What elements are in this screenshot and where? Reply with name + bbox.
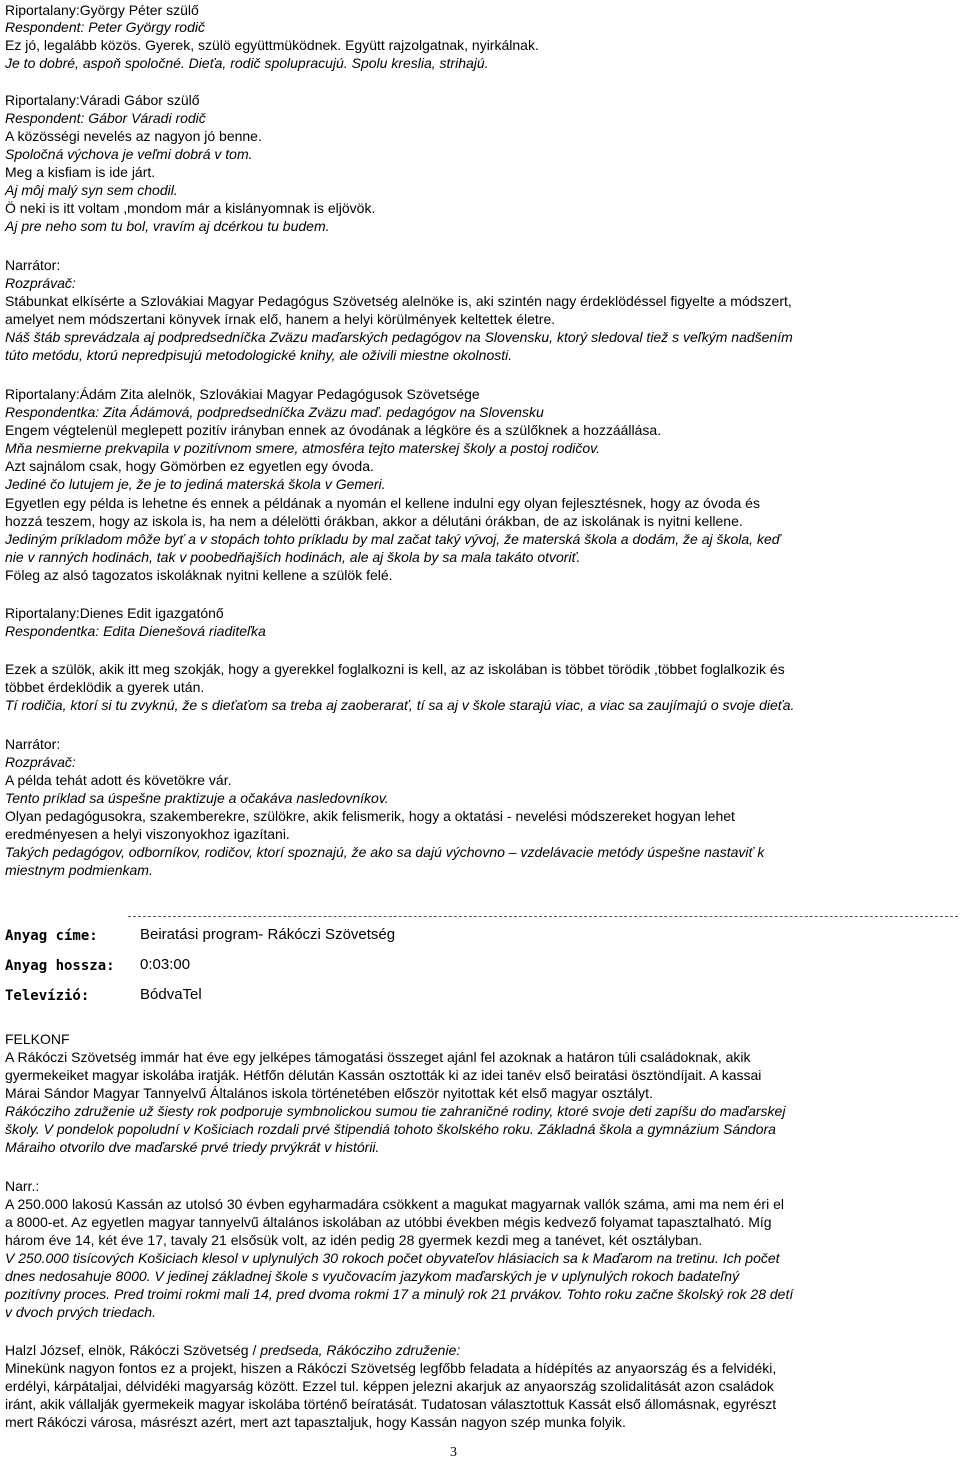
text-line: Náš štáb sprevádzala aj podpredsedníčka Zväzu maďarských pedagógov na Slovensku, ktorý sledoval tiež s veľkým nadšením [5,329,793,345]
text-line: iránt, akik vállalják gyermekeik magyar iskolába történő beíratását. Tudatosan választottuk Kassát első állomásnak, egyrészt [5,1396,777,1412]
text-line: školy. V pondelok popoludní v Košiciach rozdali prvé štipendiá tohoto školského roku. Základná škola a gymnázium Sándora [5,1121,776,1137]
text-line: Jediným príkladom môže byť a v stopách tohto príkladu by mal začat taký vývoj, že materská škola a dodám, že aj škola, keď [5,531,781,547]
material-tv-label: Televízió: [5,988,90,1004]
text-line: Riportalany:György Péter szülő [5,2,199,18]
text-line: Máraiho otvorilo dve maďarské prvé triedy prvýkrát v histórii. [5,1139,380,1155]
text-line: Stábunkat elkísérte a Szlovákiai Magyar Pedagógus Szövetség alelnöke is, aki szintén nagy érdeklödéssel figyelte a módszert, [5,293,792,309]
text-line: Je to dobré, aspoň spoločné. Dieťa, rodič spolupracujú. Spolu kreslia, strihajú. [5,55,489,71]
text-line: Narrátor: [5,736,61,752]
text-line: Mňa nesmierne prekvapila v pozitívnom smere, atmosféra tejto materskej školy a postoj rodičov. [5,440,600,456]
text-line: Rákócziho združenie už šiesty rok podporuje symbnolickou sumou tie zahraničné rodiny, ktoré svoje deti zapíšu do maďarskej [5,1103,786,1119]
text-line: Ez jó, legalább közös. Gyerek, szülö együttmüködnek. Együtt rajzolgatnak, nyirkálnak. [5,37,539,53]
material-tv-value: BódvaTel [140,986,202,1003]
text-line: Respondent: Gábor Váradi rodič [5,110,206,126]
text-line: Tento príklad sa úspešne praktizuje a očakáva nasledovníkov. [5,790,389,806]
text-line: többet érdeklödik a gyerek után. [5,679,205,695]
text-line: V 250.000 tisícových Košiciach klesol v uplynulých 30 rokoch počet obyvateľov hlásiacich sa k Maďarom na tretinu. Ich počet [5,1250,780,1266]
text-line: Riportalany:Váradi Gábor szülő [5,92,200,108]
text-line: amelyet nem módszertani könyvek írnak elő, hanem a helyi körülmények keltettek életre. [5,311,556,327]
text-line: A példa tehát adott és követökre vár. [5,772,232,788]
text-line: Föleg az alsó tagozatos iskoláknak nyitni kellene a szülök felé. [5,567,393,583]
material-title-label: Anyag címe: [5,928,98,944]
text-line: a 8000-et. Az egyetlen magyar tannyelvű általános iskolában az utóbbi években mégis kedvező folyamat tapasztalható. Míg [5,1214,772,1230]
separator-line [128,916,958,917]
text-line: Aj môj malý syn sem chodil. [5,182,178,198]
material-length-value: 0:03:00 [140,956,191,973]
text-line: A 250.000 lakosú Kassán az utolsó 30 évben egyharmadára csökkent a magukat magyarnak vallók száma, ami ma nem éri el [5,1196,784,1212]
text-line: gyermekeiket magyar iskolába iratják. Hétfőn délután Kassán osztották ki az idei tanév első beiratási ösztöndíjait. A kassai [5,1067,762,1083]
text-line: Halzl József, elnök, Rákóczi Szövetség / predseda, Rákócziho združenie: [5,1342,461,1358]
material-title-value: Beiratási program- Rákóczi Szövetség [140,926,396,943]
text-line: Takých pedagógov, odborníkov, rodičov, ktorí spoznajú, že ako sa dajú výchovno – vzdelávacie metódy úspešne nastaviť k [5,844,765,860]
text-line: miestnym podmienkam. [5,862,153,878]
text-line: v dvoch prvých triedach. [5,1304,156,1320]
text-line: dnes nedosahuje 8000. V jedinej základnej škole s vyučovacím jazykom maďarských je v uplynulých rokoch badateľný [5,1268,740,1284]
text-line: Engem végtelenül meglepett pozitív irányban ennek az óvodának a légköre és a szülőknek a hozzáállása. [5,422,662,438]
text-line: három éve 14, két éve 17, tavaly 21 elsősük volt, az idén pedig 28 gyermek kezdi meg a tanévet, két osztályban. [5,1232,703,1248]
text-line: erdélyi, kárpátaljai, délvidéki magyarság között. Ezzel tul. képpen jelezni akarjuk az anyaország szolidalitását azon családok [5,1378,774,1394]
text-line: pozitívny proces. Pred troimi rokmi mali 14, pred dvoma rokmi 17 a minulý rok 21 prvákov. Tohto roku začne školský rok 28 detí [5,1286,794,1302]
text-line: Tí rodičia, ktorí si tu zvyknú, že s dieťaťom sa treba aj zaoberarať, tí sa aj v škole starajú viac, a viac sa zaujímajú o svoje dieťa. [5,697,795,713]
text-line: mert Rákóczi városa, másrészt azért, mert azt tapasztaljuk, hogy Kassán nagyon szép munka folyik. [5,1414,626,1430]
text-line: Narrátor: [5,257,61,273]
text-line: Spoločná výchova je veľmi dobrá v tom. [5,146,253,162]
material-length-label: Anyag hossza: [5,958,115,974]
page-number: 3 [450,1445,457,1459]
text-line: Respondentka: Zita Ádámová, podpredsedníčka Zväzu maď. pedagógov na Slovensku [5,404,544,420]
text-line: nie v ranných hodinách, tak v poobedňajších hodinách, ale aj škola by sa mala takáto otvoriť. [5,549,581,565]
text-line: Narr.: [5,1178,40,1194]
text-line: túto metódu, ktorú nepredpisujú metodologické knihy, ale oživili miestne okolnosti. [5,347,513,363]
text-line: Ö neki is itt voltam ,mondom már a kislányomnak is eljövök. [5,200,376,216]
text-line: Rozprávač: [5,754,76,770]
text-line: Riportalany:Dienes Edit igazgatónő [5,605,224,621]
text-line: Aj pre neho som tu bol, vravím aj dcérkou tu budem. [5,218,330,234]
text-line: Respondentka: Edita Dienešová riaditeľka [5,623,266,639]
text-line: eredményesen a helyi viszonyokhoz igazítani. [5,826,290,842]
text-line: A Rákóczi Szövetség immár hat éve egy jelképes támogatási összeget ajánl fel azoknak a határon túli családoknak, akik [5,1049,751,1065]
text-line: Ezek a szülök, akik itt meg szokják, hogy a gyerekkel foglalkozni is kell, az az iskolában is többet törödik ,többet foglalkozik és [5,661,785,677]
text-line: Jediné čo lutujem je, že je to jediná materská škola v Gemeri. [5,476,386,492]
text-line: Respondent: Peter György rodič [5,19,205,35]
text-line: Minekünk nagyon fontos ez a projekt, hiszen a Rákóczi Szövetség legfőbb feladata a hídépítés az anyaország és a felvidéki, [5,1360,777,1376]
text-line: Olyan pedagógusokra, szakemberekre, szülökre, akik felismerik, hogy a oktatási - nevelési módszereket hogyan lehet [5,808,735,824]
text-line: Egyetlen egy példa is lehetne és ennek a példának a nyomán el kellene indulni egy olyan fejlesztésnek, hogy az óvoda és [5,495,760,511]
text-line: Meg a kisfiam is ide járt. [5,164,156,180]
text-line: Riportalany:Ádám Zita alelnök, Szlovákiai Magyar Pedagógusok Szövetsége [5,386,480,402]
text-line: Azt sajnálom csak, hogy Gömörben ez egyetlen egy óvoda. [5,458,374,474]
text-line: FELKONF [5,1031,70,1047]
text-line: A közösségi nevelés az nagyon jó benne. [5,128,262,144]
text-line: hozzá teszem, hogy az iskola is, ha nem a délelötti órákban, akkor a délutáni órákban, de az iskolának is nyitni kellene. [5,513,743,529]
text-line: Rozprávač: [5,275,76,291]
text-line: Márai Sándor Magyar Tannyelvű Általános iskola történetében először nyitottak két első magyar osztályt. [5,1085,653,1101]
